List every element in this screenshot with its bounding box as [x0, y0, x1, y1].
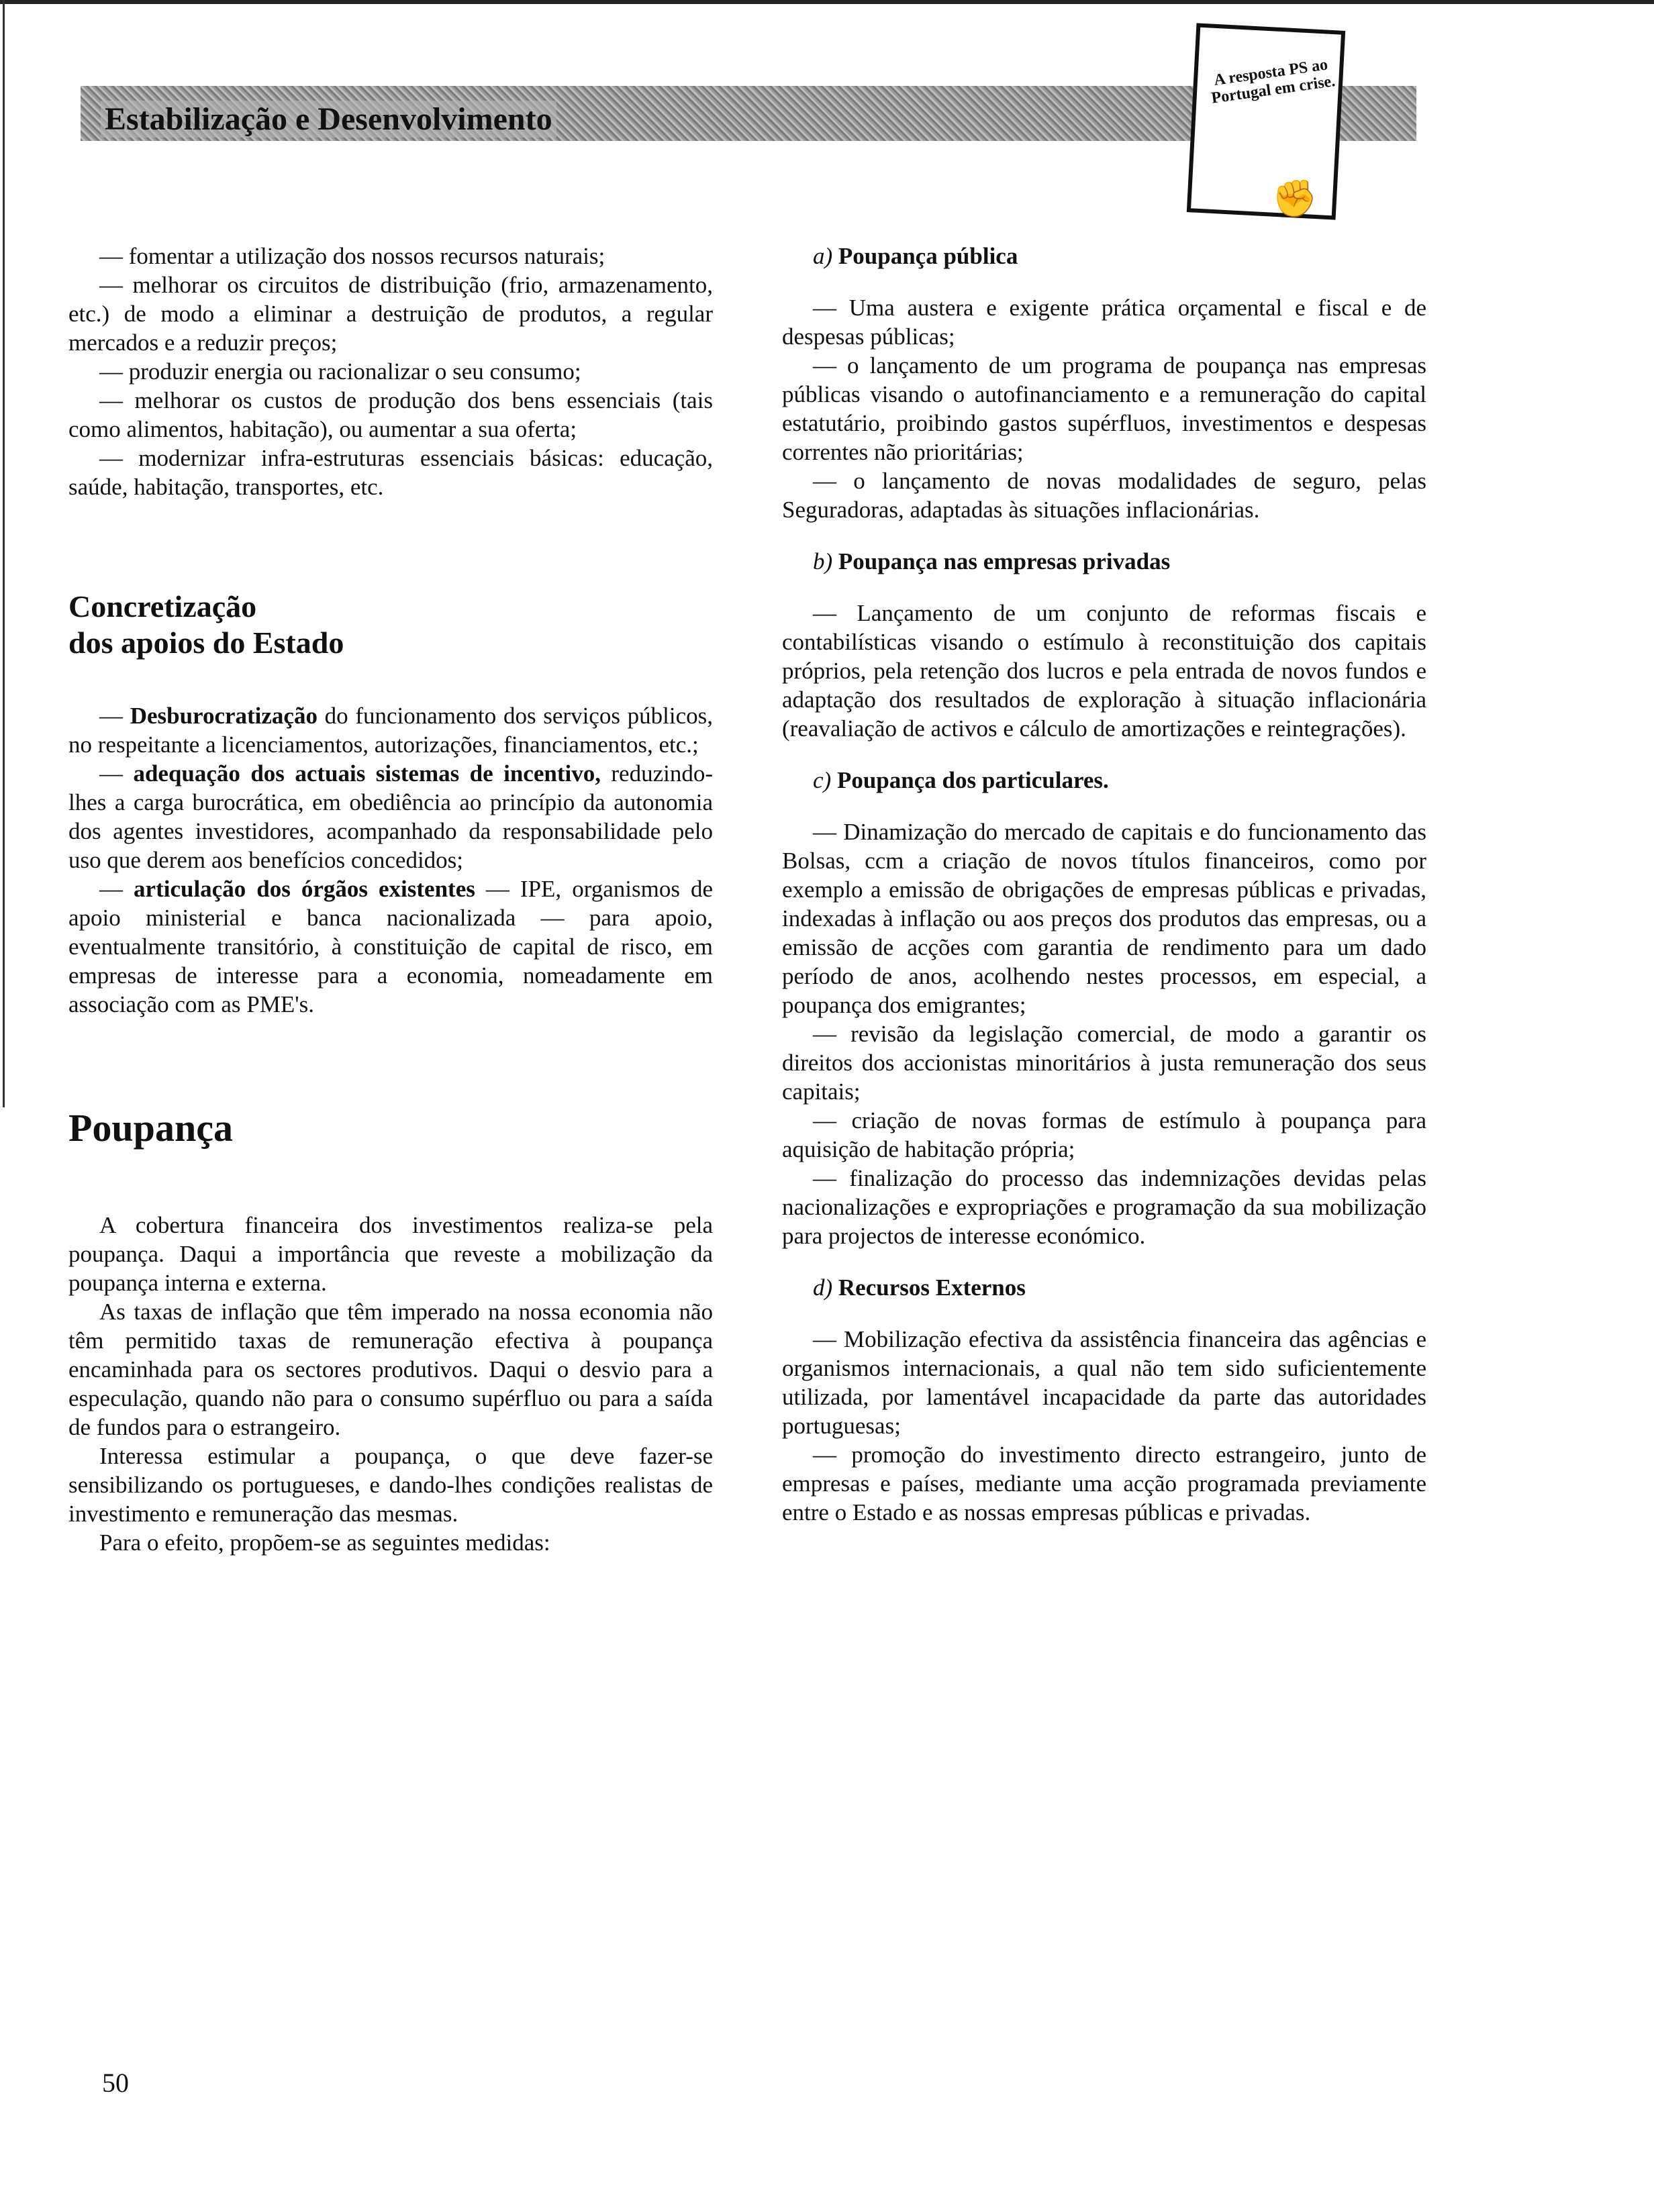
- right-column: [782, 242, 1426, 1527]
- party-fist-icon: ✊: [1272, 179, 1318, 219]
- measure-item: — Uma austera e exigente prática orçamental e fiscal e de despesas públicas;: [782, 295, 1426, 350]
- campaign-logo-text: A resposta PS ao Portugal em crise.: [1210, 56, 1336, 107]
- list-item: — melhorar os custos de produção dos bens essenciais (tais como alimentos, habitação), ou aumentar a sua oferta;: [68, 387, 713, 442]
- body-paragraph: Interessa estimular a poupança, o que deve fazer-se sensibilizando os portugueses, e dando-lhes condições realistas de investimento e remuneração das mesmas.: [68, 1443, 713, 1527]
- measure-item: — o lançamento de novas modalidades de seguro, pelas Seguradoras, adaptadas às situações inflacionárias.: [782, 468, 1426, 523]
- measure-item: — Lançamento de um conjunto de reformas fiscais e contabilísticas visando o estímulo à reconstituição dos capitais próprios, pela retenção dos lucros e pela entrada de novos fundos e adaptação dos resultados de exploração à situação inflacionária (reavaliação de activos e cálculo de amortizações e reintegrações).: [782, 600, 1426, 742]
- subsection-heading-c: c) Poupança dos particulares.: [813, 767, 1109, 793]
- subsection-heading-d: d) Recursos Externos: [813, 1274, 1026, 1301]
- list-item: — produzir energia ou racionalizar o seu consumo;: [99, 358, 581, 385]
- body-paragraph: Para o efeito, propõem-se as seguintes medidas:: [99, 1529, 550, 1556]
- page-number: 50: [102, 2068, 129, 2098]
- body-paragraph: A cobertura financeira dos investimentos realiza-se pela poupança. Daqui a importância que reveste a mobilização da poupança interna e externa.: [68, 1212, 713, 1296]
- apoio-item: — adequação dos actuais sistemas de incentivo, reduzindo-lhes a carga burocrática, em obediência ao princípio da autonomia dos agentes investidores, acompanhado da responsabilidade pelo uso que derem aos benefícios concedidos;: [68, 760, 713, 873]
- body-paragraph: As taxas de inflação que têm imperado na nossa economia não têm permitido taxas de remuneração efectiva à poupança encaminhada para os sectores produtivos. Daqui o desvio para a especulação, quando não para o consumo supérfluo ou para a saída de fundos para o estrangeiro.: [68, 1299, 713, 1440]
- page-left-rule: [3, 0, 5, 1107]
- list-item: — fomentar a utilização dos nossos recursos naturais;: [99, 243, 605, 269]
- apoio-item: — Desburocratização do funcionamento dos serviços públicos, no respeitante a licenciamentos, autorizações, financiamentos, etc.;: [68, 703, 713, 758]
- list-item: — melhorar os circuitos de distribuição (frio, armazenamento, etc.) de modo a eliminar a destruição de produtos, a regular mercados e a reduzir preços;: [68, 272, 713, 356]
- section-heading-poupanca: Poupança: [68, 1106, 233, 1150]
- apoio-item: — articulação dos órgãos existentes — IPE, organismos de apoio ministerial e banca nacionalizada — para apoio, eventualmente transitório, à constituição de capital de risco, em empresas de interesse para a economia, nomeadamente em associação com as PME's.: [68, 876, 714, 1017]
- measure-item: — finalização do processo das indemnizações devidas pelas nacionalizações e expropriações e programação da sua mobilização para projectos de interesse económico.: [782, 1165, 1426, 1249]
- section-heading-apoios-line1: Concretização: [68, 589, 257, 623]
- campaign-logo-box: [1187, 23, 1345, 219]
- measure-item: — criação de novas formas de estímulo à poupança para aquisição de habitação própria;: [782, 1107, 1426, 1162]
- subsection-heading-b: b) Poupança nas empresas privadas: [813, 548, 1171, 574]
- page-top-rule: [0, 0, 1654, 4]
- measure-item: — promoção do investimento directo estrangeiro, junto de empresas e países, mediante uma acção programada previamente entre o Estado e as nossas empresas públicas e privadas.: [782, 1442, 1426, 1525]
- measure-item: — Mobilização efectiva da assistência financeira das agências e organismos internacionais, a qual não tem sido suficientemente utilizada, por lamentável incapacidade da parte das autoridades portuguesas;: [782, 1326, 1426, 1439]
- measure-item: — o lançamento de um programa de poupança nas empresas públicas visando o autofinanciamento e a remuneração do capital estatutário, proibindo gastos supérfluos, investimentos e despesas correntes não prioritárias;: [782, 352, 1426, 465]
- list-item: — modernizar infra-estruturas essenciais básicas: educação, saúde, habitação, transportes, etc.: [68, 445, 713, 500]
- measure-item: — Dinamização do mercado de capitais e do funcionamento das Bolsas, ccm a criação de novos títulos financeiros, como por exemplo a emissão de obrigações de empresas públicas e privadas, indexadas à inflação ou aos preços dos produtos das empresas, ou a emissão de acções com garantia de rendimento para um dado período de anos, acolhendo nestes processos, em especial, a poupança dos emigrantes;: [782, 819, 1426, 1018]
- running-header-title: Estabilização e Desenvolvimento: [101, 101, 556, 138]
- section-heading-apoios-line2: dos apoios do Estado: [68, 625, 344, 660]
- left-column: [68, 242, 713, 1557]
- measure-item: — revisão da legislação comercial, de modo a garantir os direitos dos accionistas minoritários à justa remuneração dos seus capitais;: [782, 1021, 1426, 1105]
- subsection-heading-a: a) Poupança pública: [813, 243, 1018, 269]
